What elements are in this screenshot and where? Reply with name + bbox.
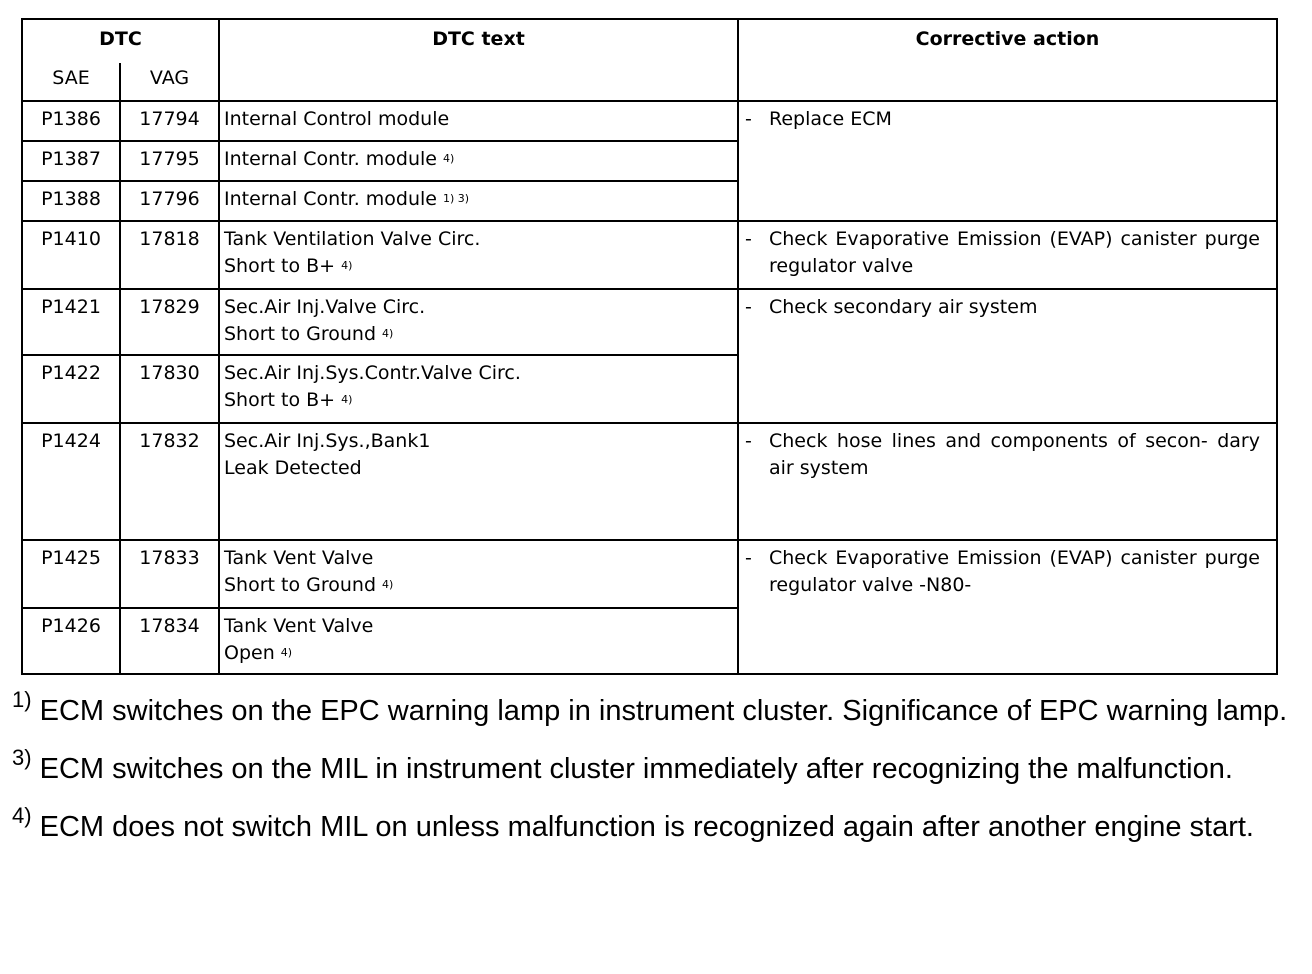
corrective-action [738, 289, 1277, 423]
action-dash: - [745, 547, 752, 569]
dtc-text-line: Tank Ventilation Valve Circ. [224, 228, 481, 250]
table-row [22, 221, 1277, 289]
action-dash: - [745, 228, 752, 250]
dtc-text-line: Internal Contr. module [224, 148, 437, 170]
vag-code: 17833 [120, 540, 219, 608]
vag-code: 17796 [120, 181, 219, 221]
footnote-ref: 4) [341, 393, 353, 406]
footnote-text: ECM does not switch MIL on unless malfunction is recognized again after another engine start. [39, 811, 1254, 843]
corrective-action [738, 221, 1277, 289]
dtc-header: DTC [22, 19, 219, 63]
footnote-ref: 4) [341, 259, 353, 272]
dtc-text [219, 540, 738, 608]
action-text: Check Evaporative Emission (EVAP) canister purge regulator valve -N80- [769, 547, 1260, 596]
sae-code: P1410 [22, 221, 120, 289]
header-row [22, 19, 1277, 63]
sae-code: P1425 [22, 540, 120, 608]
dtc-text [219, 423, 738, 540]
footnote-mark: 1) [12, 687, 32, 713]
vag-code: 17832 [120, 423, 219, 540]
action-text: Check hose lines and components of secon- dary air system [769, 430, 1260, 479]
dtc-text [219, 181, 738, 221]
sae-code: P1387 [22, 141, 120, 181]
dtc-text [219, 101, 738, 141]
vag-code: 17834 [120, 608, 219, 674]
sae-header: SAE [22, 63, 120, 101]
dtc-text [219, 141, 738, 181]
action-dash: - [745, 108, 752, 130]
dtc-text-line: Sec.Air Inj.Sys.,Bank1 [224, 430, 431, 452]
vag-code: 17794 [120, 101, 219, 141]
dtc-text-line: Open [224, 642, 275, 664]
action-item [745, 545, 1260, 599]
action-item [745, 106, 1260, 133]
sae-code: P1422 [22, 355, 120, 423]
dtc-text-header: DTC text [219, 19, 738, 101]
footnote-4 [12, 803, 1297, 845]
action-item [745, 428, 1260, 482]
vag-code: 17795 [120, 141, 219, 181]
table-row [22, 289, 1277, 355]
corrective-action [738, 423, 1277, 540]
sae-code: P1426 [22, 608, 120, 674]
table-row [22, 101, 1277, 141]
dtc-text-line: Internal Control module [224, 108, 450, 130]
dtc-text-line: Short to B+ [224, 255, 336, 277]
action-item [745, 294, 1260, 321]
footnote-ref: 4) [443, 152, 455, 165]
dtc-text-line: Leak Detected [224, 457, 362, 479]
action-item [745, 226, 1260, 280]
footnote-mark: 4) [12, 803, 32, 829]
dtc-text-line: Internal Contr. module [224, 188, 437, 210]
action-text: Check Evaporative Emission (EVAP) canister purge regulator valve [769, 228, 1260, 277]
dtc-text-line: Short to Ground [224, 574, 377, 596]
action-text: Replace ECM [769, 108, 892, 130]
footnote-text: ECM switches on the MIL in instrument cluster immediately after recognizing the malfunction. [39, 753, 1233, 785]
dtc-text [219, 355, 738, 423]
dtc-text-line: Short to Ground [224, 323, 377, 345]
dtc-text-line: Sec.Air Inj.Valve Circ. [224, 296, 426, 318]
corrective-action [738, 101, 1277, 221]
footnote-mark: 3) [12, 745, 32, 771]
dtc-text [219, 608, 738, 674]
vag-code: 17829 [120, 289, 219, 355]
dtc-text [219, 221, 738, 289]
vag-header: VAG [120, 63, 219, 101]
table-row [22, 423, 1277, 540]
footnote-1 [12, 687, 1297, 729]
sae-code: P1424 [22, 423, 120, 540]
sae-code: P1388 [22, 181, 120, 221]
corrective-action [738, 540, 1277, 674]
dtc-text-line: Tank Vent Valve [224, 547, 374, 569]
sae-code: P1421 [22, 289, 120, 355]
footnote-text: ECM switches on the EPC warning lamp in instrument cluster. Significance of EPC warning lamp. [39, 695, 1288, 727]
table-row [22, 540, 1277, 608]
action-dash: - [745, 296, 752, 318]
corrective-action-header: Corrective action [738, 19, 1277, 101]
sae-code: P1386 [22, 101, 120, 141]
action-text: Check secondary air system [769, 296, 1038, 318]
footnotes [12, 687, 1297, 868]
dtc-text-line: Tank Vent Valve [224, 615, 374, 637]
footnote-ref: 4) [382, 327, 394, 340]
dtc-text-line: Short to B+ [224, 389, 336, 411]
footnote-ref: 1) 3) [443, 192, 470, 205]
footnote-ref: 4) [280, 646, 293, 659]
vag-code: 17818 [120, 221, 219, 289]
dtc-table [21, 18, 1278, 675]
vag-code: 17830 [120, 355, 219, 423]
dtc-text [219, 289, 738, 355]
footnote-3 [12, 745, 1297, 787]
footnote-ref: 4) [382, 578, 394, 591]
dtc-text-line: Sec.Air Inj.Sys.Contr.Valve Circ. [224, 362, 521, 384]
action-dash: - [745, 430, 752, 452]
